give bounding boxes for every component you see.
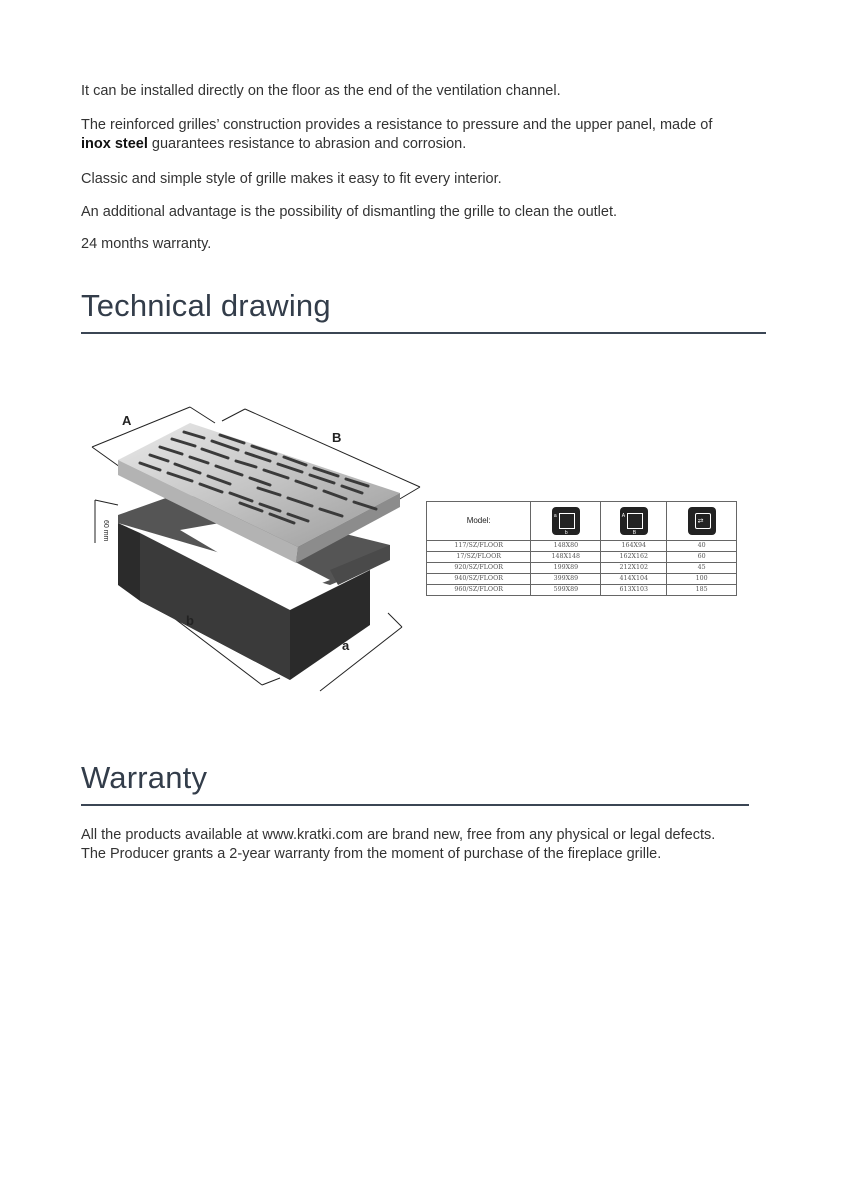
spec-header-outer: [601, 502, 667, 541]
warranty-line-2: The Producer grants a 2-year warranty from the moment of purchase of the fireplace grille.: [81, 846, 662, 862]
intro-paragraph-5: 24 months warranty.: [81, 236, 212, 252]
cell-inner: 599X89: [531, 585, 601, 596]
dim-label-height: 60 mm: [102, 520, 109, 542]
cell-outer: 162X162: [601, 552, 667, 563]
intro-paragraph-3: Classic and simple style of grille makes it easy to fit every interior.: [81, 171, 502, 187]
intro-paragraph-2: [81, 116, 712, 154]
cell-value: 100: [667, 574, 737, 585]
cell-model: 960/SZ/FLOOR: [427, 585, 531, 596]
outer-dimension-icon: A B: [620, 507, 648, 535]
intro-paragraph-4: An additional advantage is the possibility of dismantling the grille to clean the outlet.: [81, 204, 618, 220]
cell-model: 940/SZ/FLOOR: [427, 574, 531, 585]
dim-label-a: a: [342, 638, 350, 653]
cell-inner: 199X89: [531, 563, 601, 574]
spec-header-model: Model:: [427, 502, 531, 541]
technical-drawing-divider: [81, 332, 766, 334]
inox-steel-text: inox steel: [81, 136, 148, 152]
spec-table: [426, 501, 737, 596]
airflow-icon: ⇄: [688, 507, 716, 535]
warranty-text: [81, 826, 715, 864]
cell-model: 117/SZ/FLOOR: [427, 541, 531, 552]
cell-outer: 164X94: [601, 541, 667, 552]
cell-value: 45: [667, 563, 737, 574]
spec-table-header: [427, 502, 737, 541]
intro-paragraph-1: It can be installed directly on the floor as the end of the ventilation channel.: [81, 83, 561, 99]
cell-inner: 148X80: [531, 541, 601, 552]
warranty-heading: Warranty: [81, 760, 208, 795]
technical-drawing-heading: Technical drawing: [81, 288, 331, 323]
spec-header-inner: [531, 502, 601, 541]
cell-inner: 399X89: [531, 574, 601, 585]
spec-header-airflow: [667, 502, 737, 541]
dim-label-A: A: [122, 413, 132, 428]
warranty-divider: [81, 804, 749, 806]
cell-value: 185: [667, 585, 737, 596]
table-row: [427, 552, 737, 563]
table-row: [427, 574, 737, 585]
cell-model: 920/SZ/FLOOR: [427, 563, 531, 574]
cell-value: 40: [667, 541, 737, 552]
cell-value: 60: [667, 552, 737, 563]
table-row: [427, 563, 737, 574]
cell-outer: 212X102: [601, 563, 667, 574]
intro-paragraph-2-line1: The reinforced grilles’ construction provides a resistance to pressure and the upper panel, made of: [81, 117, 713, 133]
dim-label-b: b: [186, 613, 194, 628]
cell-outer: 613X103: [601, 585, 667, 596]
intro-paragraph-2-rest: guarantees resistance to abrasion and corrosion.: [147, 136, 467, 152]
dim-label-B: B: [332, 430, 342, 445]
cell-model: 17/SZ/FLOOR: [427, 552, 531, 563]
cell-outer: 414X104: [601, 574, 667, 585]
grille-technical-drawing: [80, 395, 425, 695]
table-row: [427, 541, 737, 552]
table-row: [427, 585, 737, 596]
warranty-line-1: All the products available at www.kratki.com are brand new, free from any physical or legal defects.: [81, 827, 716, 843]
cell-inner: 148X148: [531, 552, 601, 563]
inner-dimension-icon: a b: [552, 507, 580, 535]
